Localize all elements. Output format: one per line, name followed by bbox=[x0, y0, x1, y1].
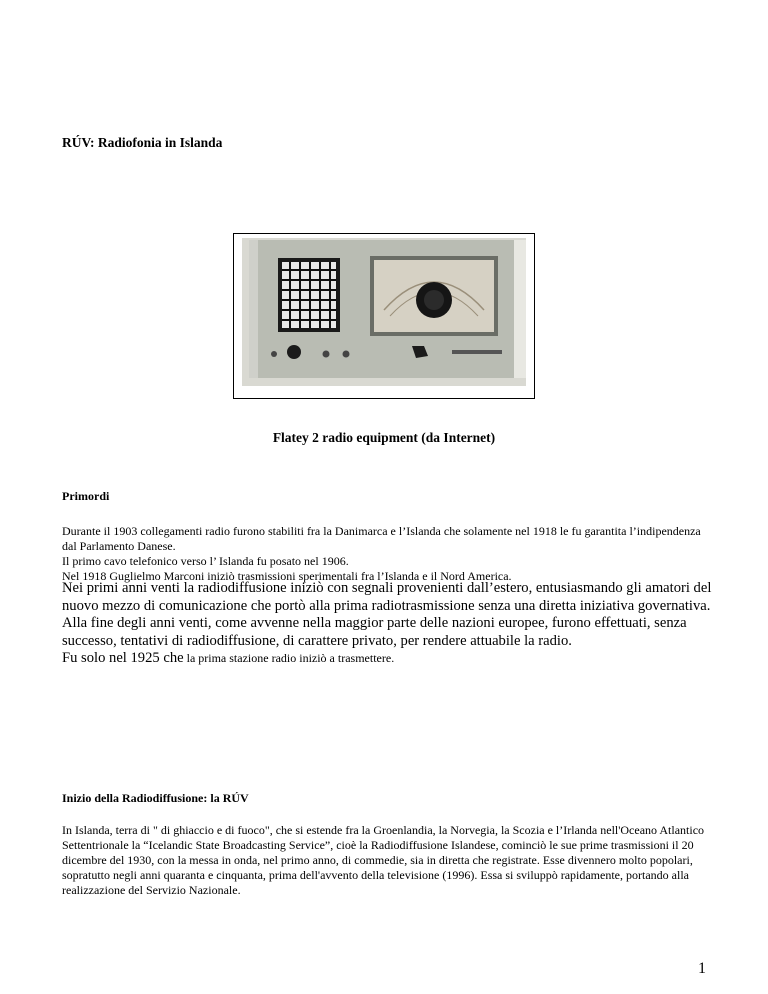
text-line: Alla fine degli anni venti, come avvenne nella maggior parte delle nazioni europee, furono effettuati, senza successo, tentativi di radiodiffusione, di carattere privato, per rendere attuabile la radio. bbox=[62, 615, 687, 649]
section-heading-primordi: Primordi bbox=[62, 489, 110, 503]
text-line bbox=[62, 650, 712, 668]
document-title: RÚV: Radiofonia in Islanda bbox=[62, 135, 223, 150]
image-caption: Flatey 2 radio equipment (da Internet) bbox=[272, 430, 496, 445]
page-number: 1 bbox=[698, 960, 706, 977]
text-fragment: la prima stazione radio iniziò a trasmettere. bbox=[183, 651, 395, 665]
text-fragment: Fu solo nel 1925 che bbox=[62, 650, 184, 666]
text-line: Nel 1918 Guglielmo Marconi iniziò trasmissioni sperimentali fra l’Islanda e il Nord America. bbox=[62, 569, 512, 583]
primordi-large-paragraph bbox=[62, 580, 712, 668]
text-line: Il primo cavo telefonico verso l’ Islanda fu posato nel 1906. bbox=[62, 554, 349, 568]
section-heading-inizio: Inizio della Radiodiffusione: la RÚV bbox=[62, 791, 249, 805]
radio-equipment-photo bbox=[234, 234, 534, 398]
radio-photo-frame bbox=[233, 233, 535, 399]
text-line: Durante il 1903 collegamenti radio furono stabiliti fra la Danimarca e l’Islanda che solamente nel 1918 le fu garantita l’indipendenza dal Parlamento Danese. bbox=[62, 524, 701, 553]
primordi-small-paragraph bbox=[62, 524, 712, 584]
text-line: Nei primi anni venti la radiodiffusione iniziò con segnali provenienti dall’estero, entusiasmando gli amatori del nuovo mezzo di comunicazione che portò alla prima radiotrasmissione senza una diretta iniziativa governativa. bbox=[62, 580, 712, 614]
inizio-paragraph: In Islanda, terra di " di ghiaccio e di fuoco", che si estende fra la Groenlandia, la Norvegia, la Scozia e l’Irlanda nell'Oceano Atlantico Settentrionale la “Icelandic State Broadcasting Service”, cioè la Radiodiffusione Islandese, cominciò le sue prime trasmissioni il 20 dicembre del 1930, con la messa in onda, nel primo anno, di commedie, sia in diretta che registrate. Esse divennero molto popolari, sopratutto negli anni quaranta e cinquanta, prima dell'avvento della televisione (1996). Essa si sviluppò rapidamente, portando alla realizzazione del Servizio Nazionale. bbox=[62, 823, 705, 897]
